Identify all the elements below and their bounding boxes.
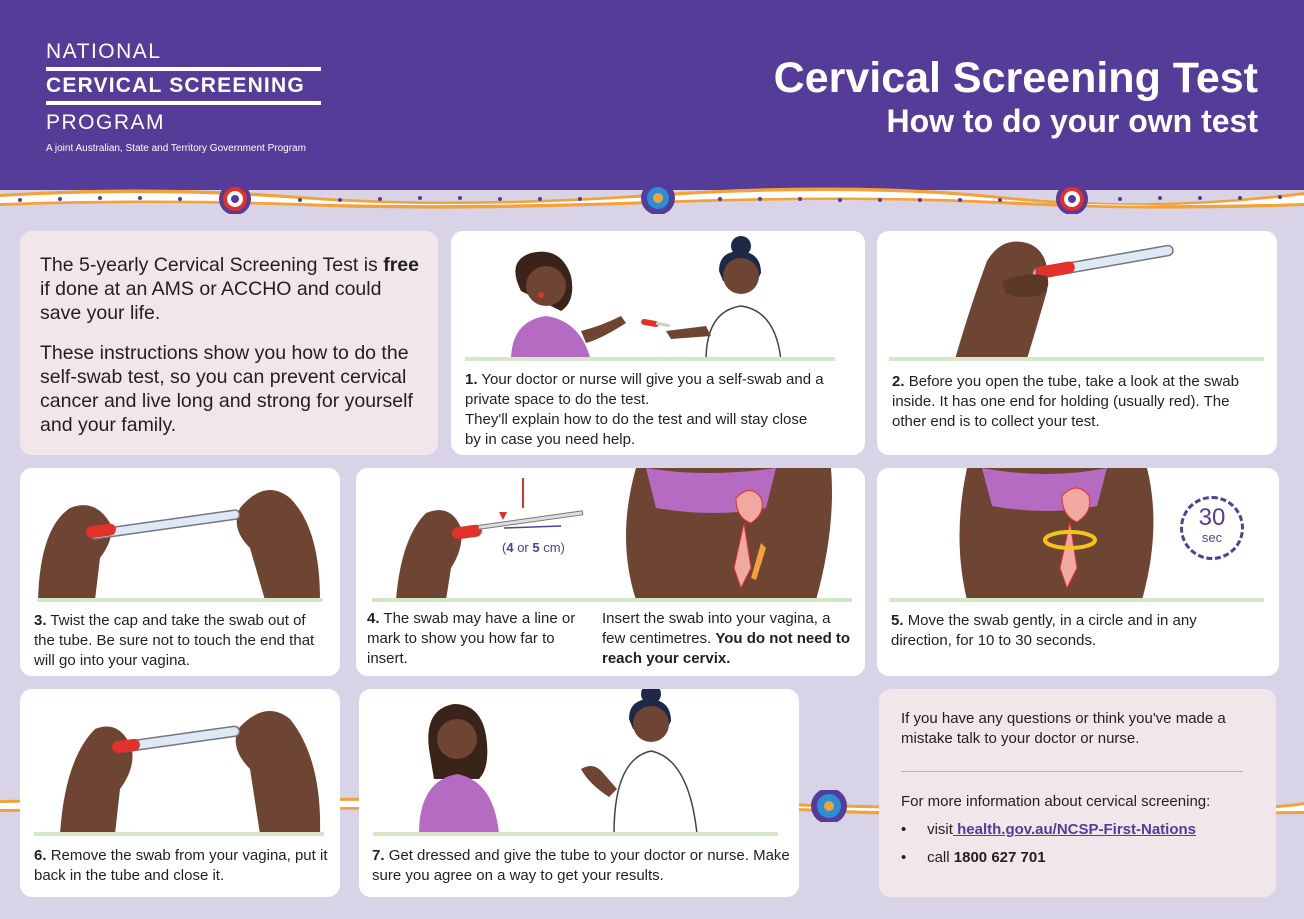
- step-4-text-right: Insert the swab into your vagina, a few centimetres. You do not need to reach your cervix.: [602, 610, 851, 667]
- step-3-text: 3. Twist the cap and take the swab out of the tube. Be sure not to touch the end that will go into your vagina.: [34, 612, 315, 669]
- step-2-text: 2. Before you open the tube, take a look at the swab inside. It has one end for holding (usually red). The other end is to collect your test.: [892, 373, 1239, 430]
- hand-holding-tube-illustration: [877, 231, 1277, 359]
- twisting-cap-illustration: [20, 468, 340, 600]
- step-2-card: [877, 231, 1277, 455]
- handing-tube-to-nurse-illustration: [359, 689, 799, 834]
- intro-card: [20, 231, 438, 455]
- logo-divider: [46, 67, 321, 71]
- step-7-card: [359, 689, 799, 897]
- timer-unit: sec: [1201, 530, 1223, 545]
- swab-marking-illustration: [356, 468, 865, 600]
- page-title: Cervical Screening Test: [773, 54, 1258, 102]
- info-divider: [901, 771, 1243, 772]
- logo-line-cervical-screening: CERVICAL SCREENING: [46, 74, 305, 97]
- visit-line: • visit health.gov.au/NCSP-First-Nations: [901, 821, 1197, 838]
- dot-circle-icon: [1056, 183, 1088, 214]
- header-banner: [0, 0, 1304, 190]
- patient-and-nurse-illustration: [451, 231, 865, 361]
- logo-divider: [46, 101, 321, 105]
- intro-paragraph-1: The 5-yearly Cervical Screening Test is free if done at an AMS or ACCHO and could save your life.: [40, 254, 419, 324]
- decorative-pattern-band: [0, 182, 1304, 214]
- dot-circle-icon: [219, 183, 251, 214]
- step-3-card: [20, 468, 340, 676]
- ground-line: [37, 598, 323, 602]
- step-5-text: 5. Move the swab gently, in a circle and in any direction, for 10 to 30 seconds.: [891, 612, 1197, 649]
- step-7-text: 7. Get dressed and give the tube to your doctor or nurse. Make sure you agree on a way to get your results.: [372, 847, 790, 884]
- intro-paragraph-2: These instructions show you how to do the self-swab test, so you can prevent cervical cancer and live long and strong for yourself and your family.: [40, 342, 413, 436]
- step-1-card: [451, 231, 865, 455]
- closing-tube-illustration: [20, 689, 340, 834]
- phone-number: 1800 627 701: [953, 849, 1046, 866]
- step-6-card: [20, 689, 340, 897]
- title-block: [774, 55, 1258, 141]
- logo-line-national: NATIONAL: [46, 40, 162, 63]
- step-1-text: 1. Your doctor or nurse will give you a self-swab and a private space to do the test. They'll explain how to do the test and will stay close by in case you need help.: [465, 371, 824, 448]
- ground-line: [889, 598, 1264, 602]
- free-emphasis: free: [383, 254, 419, 276]
- logo-tagline: A joint Australian, State and Territory Government Program: [46, 143, 306, 154]
- questions-text: If you have any questions or think you've made a mistake talk to your doctor or nurse.: [901, 710, 1226, 747]
- ncsp-logo: [46, 40, 321, 154]
- step-6-text: 6. Remove the swab from your vagina, put it back in the tube and close it.: [34, 847, 328, 884]
- step-4-card: [356, 468, 865, 676]
- swab-length-label: (4 or 5 cm): [502, 540, 565, 555]
- logo-line-program: PROGRAM: [46, 111, 166, 134]
- call-line: • call 1800 627 701: [901, 849, 1046, 866]
- ground-line: [889, 357, 1264, 361]
- ground-line: [373, 832, 778, 836]
- ground-line: [465, 357, 835, 361]
- ground-line: [34, 832, 324, 836]
- timer-value: 30: [1198, 504, 1226, 531]
- timer-icon: [1180, 496, 1244, 560]
- page-subtitle: How to do your own test: [886, 103, 1258, 139]
- sun-circle-icon: [641, 182, 675, 214]
- sun-circle-icon: [811, 790, 847, 822]
- ground-line: [372, 598, 852, 602]
- step-5-card: [877, 468, 1279, 676]
- more-info-heading: For more information about cervical screening:: [901, 793, 1211, 810]
- health-website-link[interactable]: health.gov.au/NCSP-First-Nations: [952, 821, 1197, 838]
- step-4-text-left: 4. The swab may have a line or mark to show you how far to insert.: [367, 610, 576, 667]
- more-info-card: [879, 689, 1276, 897]
